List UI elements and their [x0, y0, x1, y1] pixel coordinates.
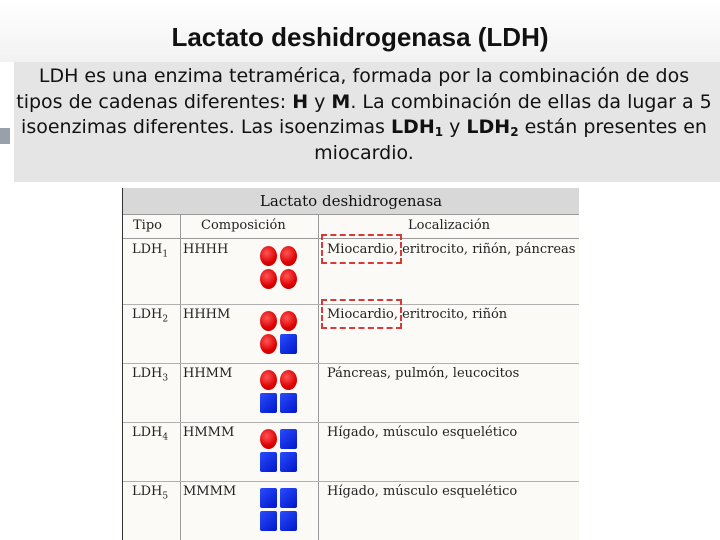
row-localizacion: Hígado, músculo esquelético: [327, 484, 518, 499]
m-subunit: [280, 511, 297, 531]
highlighted-tissue: Miocardio,: [327, 242, 398, 257]
highlighted-tissue: Miocardio,: [327, 307, 398, 322]
row-composicion: MMMM: [183, 484, 237, 499]
m-subunit: [260, 511, 277, 531]
highlight-box: [321, 234, 402, 264]
col-header-localizacion: Localización: [408, 218, 491, 233]
row-localizacion: Hígado, músculo esquelético: [327, 425, 518, 440]
h-subunit: [260, 311, 277, 331]
col-header-composicion: Composición: [201, 218, 286, 233]
slide-title: Lactato deshidrogenasa (LDH): [171, 22, 549, 52]
row-composicion: HMMM: [183, 425, 235, 440]
row-tipo: $LDH_4$: [132, 425, 169, 443]
h-subunit: [260, 246, 277, 266]
m-subunit: [260, 393, 277, 413]
row-tipo: $LDH_5$: [132, 484, 169, 502]
m-subunit: [280, 488, 297, 508]
m-subunit: [260, 452, 277, 472]
h-subunit: [280, 269, 297, 289]
row-composicion: HHHM: [183, 307, 231, 322]
tetramer-diagram: [260, 488, 300, 534]
m-subunit: [280, 452, 297, 472]
h-subunit: [280, 370, 297, 390]
row-localizacion: Miocardio, eritrocito, riñón: [327, 307, 508, 322]
row-divider: [123, 422, 579, 423]
row-composicion: HHHH: [183, 242, 229, 257]
m-subunit: [260, 488, 277, 508]
column-divider: [180, 214, 181, 540]
col-header-tipo: Tipo: [133, 218, 162, 233]
row-localizacion: Miocardio, eritrocito, riñón, páncreas: [327, 242, 576, 257]
m-subunit: [280, 429, 297, 449]
tetramer-diagram: [260, 246, 300, 292]
h-subunit: [260, 269, 277, 289]
h-subunit: [280, 246, 297, 266]
table-title: Lactato deshidrogenasa: [123, 188, 579, 214]
row-divider: [123, 481, 579, 482]
row-composicion: HHMM: [183, 366, 233, 381]
header-rule: [123, 214, 579, 215]
h-subunit: [280, 311, 297, 331]
tetramer-diagram: [260, 311, 300, 357]
side-marker: [0, 128, 10, 144]
row-tipo: $LDH_1$: [132, 242, 169, 260]
tetramer-diagram: [260, 429, 300, 475]
row-tipo: $LDH_3$: [132, 366, 169, 384]
h-subunit: [260, 370, 277, 390]
isoenzyme-table: [122, 188, 579, 540]
row-tipo: $LDH_2$: [132, 307, 169, 325]
row-localizacion: Páncreas, pulmón, leucocitos: [327, 366, 520, 381]
intro-text: LDH es una enzima tetramérica, formada por la combinación de dos tipos de cadenas diferentes: H y M. La combinación de ellas da lugar a 5 isoenzimas diferentes. Las isoenzimas $LDH_1$ y $LDH_2$ están presentes en miocardio.: [16, 65, 712, 164]
highlight-box: [321, 299, 402, 329]
m-subunit: [280, 334, 297, 354]
column-divider: [318, 214, 319, 540]
m-subunit: [280, 393, 297, 413]
h-subunit: [260, 429, 277, 449]
tetramer-diagram: [260, 370, 300, 416]
row-divider: [123, 363, 579, 364]
h-subunit: [260, 334, 277, 354]
